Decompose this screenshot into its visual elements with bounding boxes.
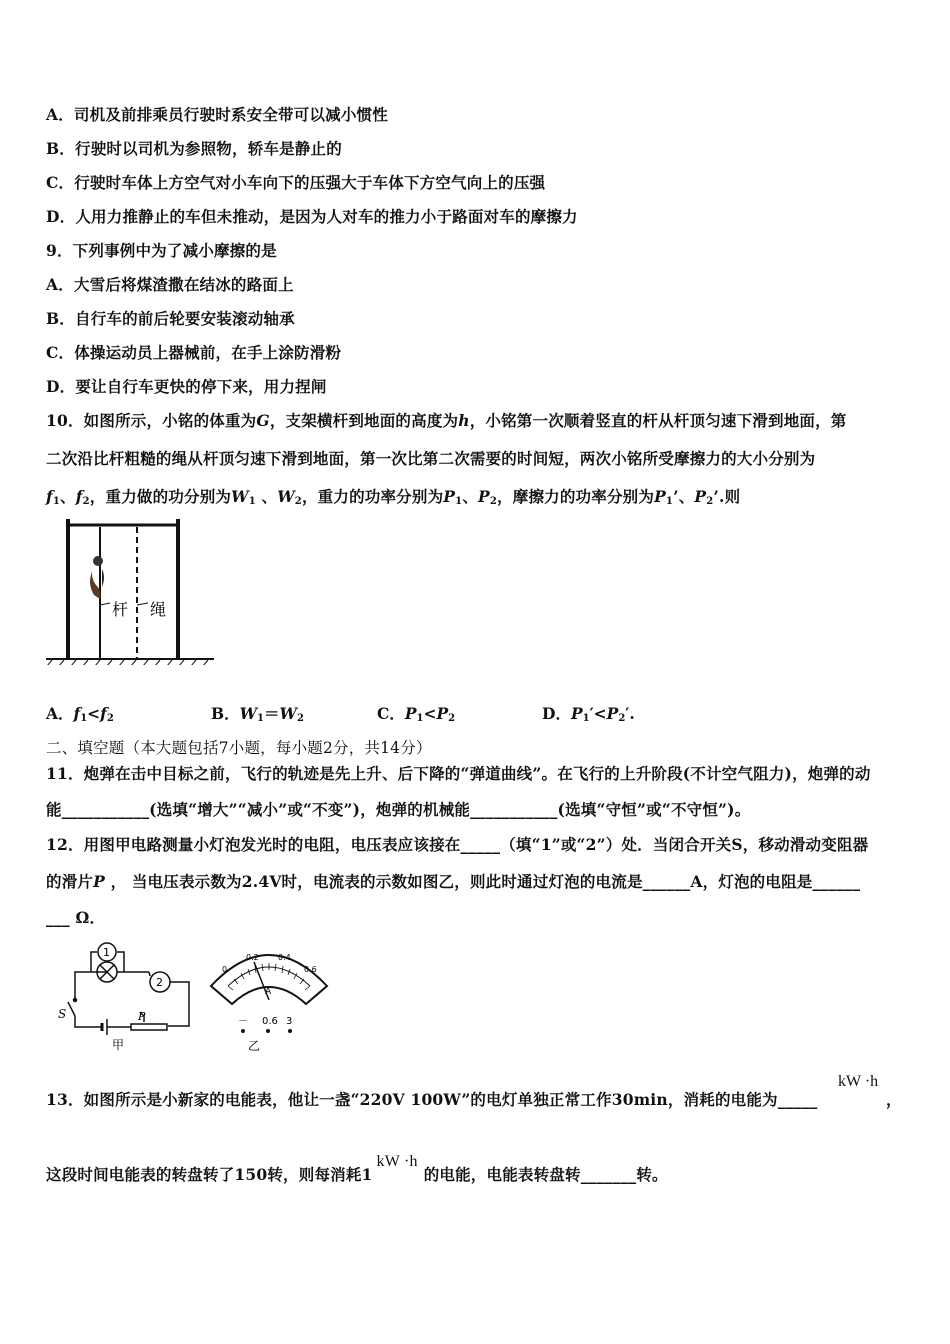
option-c: C．$P_1<P_2$ xyxy=(377,704,456,724)
question-9: 9．下列事例中为了减小摩擦的是 xyxy=(46,241,277,260)
option-a: A．$f_1<f_2$ xyxy=(46,704,114,724)
text-line: D．人用力推静止的车但未推动，是因为人对车的推力小于路面对车的摩擦力 xyxy=(46,207,578,226)
circuit-caption: 甲 xyxy=(112,1038,125,1052)
tick-label: 0.2 xyxy=(246,953,259,962)
text-line: ___ Ω． xyxy=(46,908,106,927)
question-11: 11．炮弹在击中目标之前，飞行的轨迹是先上升、后下降的“弹道曲线”。在飞行的上升阶段(不计空气阻力)，炮弹的动 xyxy=(46,764,871,783)
text-line: 二次沿比杆粗糙的绳从杆顶匀速下滑到地面，第一次比第二次需要的时间短，两次小铭所受摩擦力的大小分别为 xyxy=(46,449,816,468)
text-line: 能___________(选填“增大”“减小”或“不变”)，炮弹的机械能___________(选填“守恒”或“不守恒”)。 xyxy=(46,800,751,819)
question-10: 10．如图所示，小铭的体重为G，支架横杆到地面的高度为h，小铭第一次顺着竖直的杆从杆顶匀速下滑到地面，第 xyxy=(46,411,847,430)
section-heading: 二、填空题（本大题包括7小题，每小题2分，共14分） xyxy=(46,739,432,757)
text-line: C．行驶时车体上方空气对小车向下的压强大于车体下方空气向上的压强 xyxy=(46,173,546,192)
tick-label: 0.4 xyxy=(278,953,291,962)
comma: ， xyxy=(886,1090,902,1109)
unit-kwh: kW ·h xyxy=(838,1073,879,1090)
unit-kwh: kW ·h xyxy=(376,1153,418,1170)
slider-label: P xyxy=(138,1010,146,1023)
meter-unit: A xyxy=(265,987,272,997)
terminal-label: 3 xyxy=(286,1016,293,1027)
switch-label: S xyxy=(58,1007,67,1021)
text-line: A．大雪后将煤渣撒在结冰的路面上 xyxy=(46,275,294,294)
node-1-label: 1 xyxy=(103,946,110,959)
question-13: 13．如图所示是小新家的电能表，他让一盏“220V 100W”的电灯单独正常工作30min，消耗的电能为_____ xyxy=(46,1090,818,1109)
text-line: 的滑片P ， 当电压表示数为2.4V时，电流表的示数如图乙，则此时通过灯泡的电流是______A，灯泡的电阻是______ xyxy=(46,872,861,891)
text-line: A．司机及前排乘员行驶时系安全带可以减小惯性 xyxy=(46,105,388,124)
climber-figure xyxy=(90,556,104,599)
text-line: B．行驶时以司机为参照物，轿车是静止的 xyxy=(46,139,342,158)
text-line: C．体操运动员上器械前，在手上涂防滑粉 xyxy=(46,343,342,362)
terminal-label: 0.6 xyxy=(262,1016,278,1027)
text-line: 这段时间电能表的转盘转了150转，则每消耗1kW ·h的电能，电能表转盘转_______转。 xyxy=(46,1153,668,1184)
option-b: B．$W_1=W_2$ xyxy=(211,704,304,724)
pole-rope-figure xyxy=(44,515,219,665)
text-line: $f_1$、$f_2$，重力做的功分别为$W_1$ 、$W_2$，重力的功率分别为$P_1$、$P_2$，摩擦力的功率分别为$P_1$’、$P_2$’.则 xyxy=(46,487,741,507)
option-d: D．$P_1'<P_2'$. xyxy=(542,704,635,724)
meter-caption: 乙 xyxy=(248,1039,261,1053)
ammeter-figure xyxy=(206,942,332,1056)
terminal-label: － xyxy=(238,1016,248,1027)
pole-label: 杆 xyxy=(112,600,129,619)
tick-label: 0 xyxy=(222,965,228,974)
text-line: D．要让自行车更快的停下来，用力捏闸 xyxy=(46,377,327,396)
tick-label: 0.6 xyxy=(304,965,317,974)
node-2-label: 2 xyxy=(156,976,163,989)
rope-label: 绳 xyxy=(150,600,167,619)
circuit-diagram xyxy=(48,938,208,1054)
text-line: B．自行车的前后轮要安装滚动轴承 xyxy=(46,309,295,328)
question-12: 12．用图甲电路测量小灯泡发光时的电阻，电压表应该接在_____（填“1”或“2”）处．当闭合开关S，移动滑动变阻器 xyxy=(46,835,869,854)
